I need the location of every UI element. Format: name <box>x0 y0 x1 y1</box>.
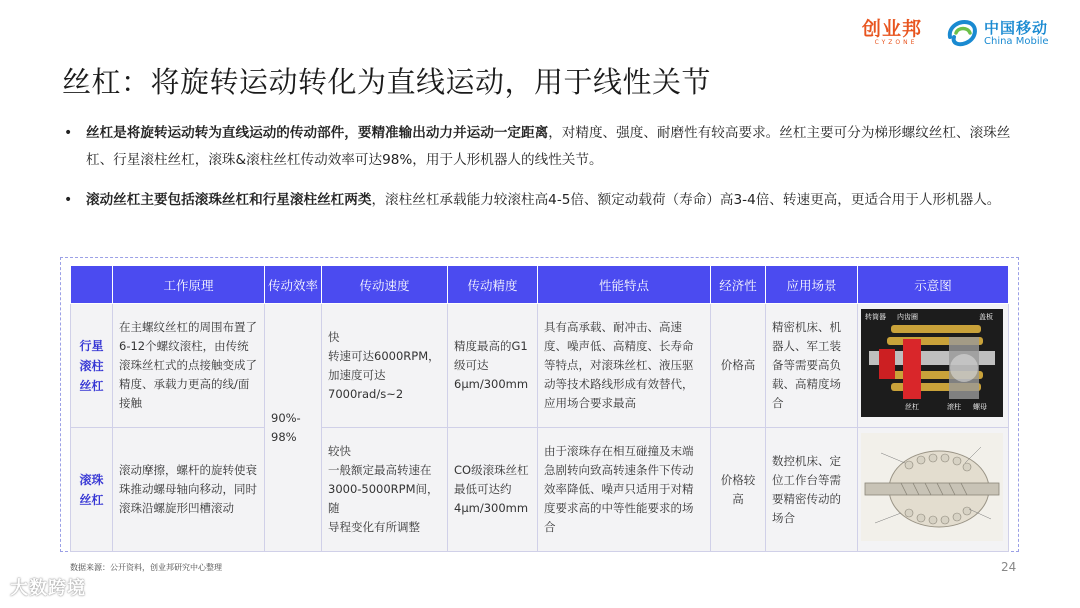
planetary-roller-screw-illustration <box>861 309 1003 417</box>
ball-screw-image-cell <box>858 428 1009 552</box>
watermark <box>10 574 86 600</box>
table-row <box>71 428 1009 552</box>
china-mobile-logo-text: 中国移动 <box>984 19 1049 37</box>
header-cell: 传动精度 <box>448 266 538 304</box>
table-row <box>71 304 1009 428</box>
cyzone-logo-subtext: CYZONE <box>874 39 918 46</box>
bullet-bold-text: 滚动丝杠主要包括滚珠丝杠和行星滚柱丝杠两类 <box>86 192 372 208</box>
china-mobile-emblem-icon <box>946 17 980 49</box>
principle-cell: 滚动摩擦，螺杆的旋转使衰珠推动螺母轴向移动，同时滚珠沿螺旋形凹槽滚动 <box>113 428 265 552</box>
row-type-label: 滚珠 丝杠 <box>71 428 113 552</box>
header-cell: 传动速度 <box>322 266 448 304</box>
china-mobile-logo-subtext: China Mobile <box>984 36 1049 47</box>
header-cell: 示意图 <box>858 266 1009 304</box>
bullet-bold-text: 丝杠是将旋转运动转为直线运动的传动部件，要精准输出动力并运动一定距离 <box>86 125 549 141</box>
principle-cell: 在主螺纹丝杠的周围布置了6-12个螺纹滚柱，由传统滚珠丝杠式的点接触变成了精度、承载力更高的线/面接触 <box>113 304 265 428</box>
header-cell: 应用场景 <box>766 266 858 304</box>
bullet-dot-icon: • <box>64 125 73 141</box>
image-label: 螺母 <box>973 402 987 411</box>
source-note: 数据来源：公开资料，创业邦研究中心整理 <box>70 563 222 572</box>
bullet-list <box>62 120 1022 227</box>
application-cell: 精密机床、机器人、军工装备等需要高负载、高精度场合 <box>766 304 858 428</box>
image-label: 丝杠 <box>905 402 919 411</box>
speed-cell: 快 转速可达6000RPM， 加速度可达 7000rad/s~2 <box>322 304 448 428</box>
features-cell: 具有高承载、耐冲击、高速度、噪声低、高精度、长寿命等特点，对滚珠丝杠、液压驱动等技术路线形成有效替代，应用场合要求最高 <box>538 304 711 428</box>
bullet-text: ，滚柱丝杠承载能力较滚柱高4-5倍、额定动载荷（寿命）高3-4倍、转速更高，更适合用于人形机器人。 <box>371 192 1001 208</box>
planetary-roller-screw-image-cell <box>858 304 1009 428</box>
page-number: 24 <box>1001 560 1017 574</box>
header-cell: 传动效率 <box>265 266 322 304</box>
china-mobile-logo <box>946 16 1056 50</box>
image-label: 盖板 <box>979 312 993 321</box>
application-cell: 数控机床、定位工作台等需要精密传动的场合 <box>766 428 858 552</box>
header-cell: 性能特点 <box>538 266 711 304</box>
image-label: 滚柱 <box>947 402 961 411</box>
ball-screw-illustration <box>861 433 1003 541</box>
page-title: 丝杠：将旋转运动转化为直线运动，用于线性关节 <box>62 65 712 99</box>
speed-cell: 较快 一般额定最高转速在 3000-5000RPM间，随 导程变化有所调整 <box>322 428 448 552</box>
precision-cell: CO级滚珠丝杠 最低可达约 4μm/300mm <box>448 428 538 552</box>
comparison-table <box>70 265 1009 552</box>
table-header-row <box>71 266 1009 304</box>
bullet-text: ，对精度、强度、耐磨性有较高要求。丝杠主要可分为梯形螺纹丝杠、滚珠丝杠、行星滚柱丝杠，滚珠&滚柱丝杠传动效率可达98%，用于人形机器人的线性关节。 <box>86 125 1011 168</box>
row-type-label: 行星 滚柱 丝杠 <box>71 304 113 428</box>
precision-cell: 精度最高的G1 级可达 6μm/300mm <box>448 304 538 428</box>
bullet-item <box>62 120 1022 174</box>
header-cell: 工作原理 <box>113 266 265 304</box>
image-label: 内齿圈 <box>897 312 918 321</box>
features-cell: 由于滚珠存在相互碰撞及末端急剧转向致高转速条件下传动效率降低、噪声只适用于对精度要求高的中等性能要求的场合 <box>538 428 711 552</box>
bullet-dot-icon: • <box>64 192 73 208</box>
efficiency-cell: 90%- 98% <box>265 304 322 552</box>
cyzone-logo-text: 创业邦 <box>862 18 923 40</box>
bullet-item <box>62 187 1022 214</box>
image-label: 转筒器 <box>865 312 886 321</box>
header-cell: 经济性 <box>711 266 766 304</box>
economy-cell: 价格较高 <box>711 428 766 552</box>
economy-cell: 价格高 <box>711 304 766 428</box>
cyzone-logo <box>862 18 930 48</box>
watermark-text: 大数跨境 <box>10 578 86 599</box>
header-cell <box>71 266 113 304</box>
